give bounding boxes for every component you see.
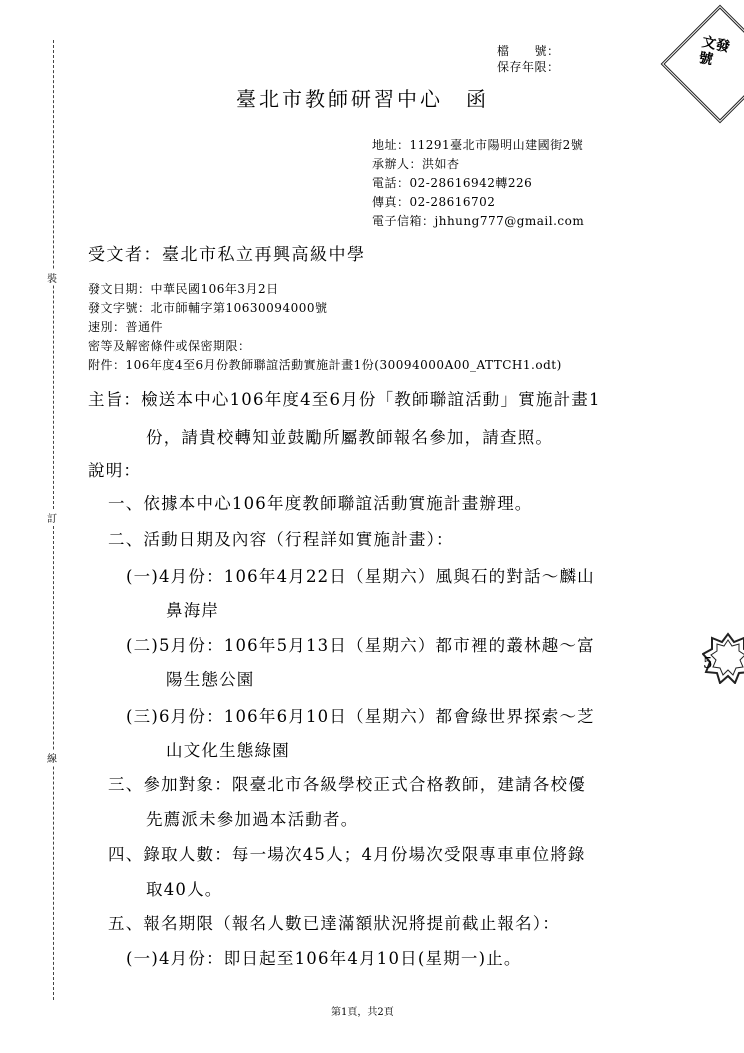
sender-email: 電子信箱：jhhung777@gmail.com — [372, 214, 585, 228]
sender-phone: 電話：02-28616942轉226 — [372, 176, 533, 190]
corner-stamp-text: 文發號 — [697, 34, 732, 69]
explanation-item-3b: 先薦派未參加過本活動者。 — [146, 810, 359, 829]
binding-mark-zhuang: 裝 — [47, 270, 57, 285]
explanation-item-4b: 取40人。 — [146, 880, 223, 899]
explanation-item-3a: 三、參加對象：限臺北市各級學校正式合格教師，建請各校優 — [108, 775, 586, 794]
sender-contact: 承辦人：洪如杏 — [372, 157, 460, 171]
subject-line-2: 份，請貴校轉知並鼓勵所屬教師報名參加，請查照。 — [146, 428, 554, 447]
page-edge-number: 5 — [703, 654, 713, 672]
binding-mark-xian: 線 — [47, 750, 57, 765]
explanation-item-2-2a: (二)5月份：106年5月13日（星期六）都市裡的叢林趣～富 — [126, 636, 595, 655]
explanation-item-2-1b: 鼻海岸 — [166, 601, 220, 620]
explanation-item-5: 五、報名期限（報名人數已達滿額狀況將提前截止報名）： — [108, 914, 560, 933]
explanation-item-2-2b: 陽生態公園 — [166, 670, 255, 689]
retention-label: 保存年限： — [497, 60, 560, 74]
page-footer: 第1頁，共2頁 — [331, 1007, 394, 1018]
document-title: 臺北市教師研習中心 函 — [236, 87, 489, 111]
explanation-item-2-3b: 山文化生態綠園 — [166, 741, 290, 760]
explanation-heading: 說明： — [88, 461, 142, 480]
sender-fax: 傳真：02-28616702 — [372, 195, 496, 209]
explanation-item-2-3a: (三)6月份：106年6月10日（星期六）都會綠世界探索～芝 — [126, 707, 595, 726]
attachment: 附件：106年度4至6月份教師聯誼活動實施計畫1份(30094000A00_ATTCH1.odt) — [88, 358, 562, 372]
explanation-item-1: 一、依據本中心106年度教師聯誼活動實施計畫辦理。 — [108, 494, 533, 513]
explanation-item-4a: 四、錄取人數：每一場次45人；4月份場次受限專車車位將錄 — [108, 845, 586, 864]
explanation-item-2-1a: (一)4月份：106年4月22日（星期六）風與石的對話～麟山 — [126, 567, 595, 586]
issue-date: 發文日期：中華民國106年3月2日 — [88, 282, 279, 296]
subject-line-1: 主旨：檢送本中心106年度4至6月份「教師聯誼活動」實施計畫1 — [88, 390, 601, 409]
document-number: 發文字號：北市師輔字第10630094000號 — [88, 301, 328, 315]
confidentiality: 密等及解密條件或保密期限： — [88, 339, 251, 353]
binding-mark-ding: 訂 — [47, 510, 57, 525]
delivery-speed: 速別：普通件 — [88, 320, 164, 334]
archive-no-label: 檔 號： — [497, 44, 560, 58]
explanation-item-5-1: (一)4月份：即日起至106年4月10日(星期一)止。 — [126, 949, 522, 968]
explanation-item-2: 二、活動日期及內容（行程詳如實施計畫）： — [108, 530, 454, 549]
recipient: 受文者：臺北市私立再興高級中學 — [88, 245, 366, 265]
sender-address: 地址：11291臺北市陽明山建國街2號 — [372, 138, 584, 152]
